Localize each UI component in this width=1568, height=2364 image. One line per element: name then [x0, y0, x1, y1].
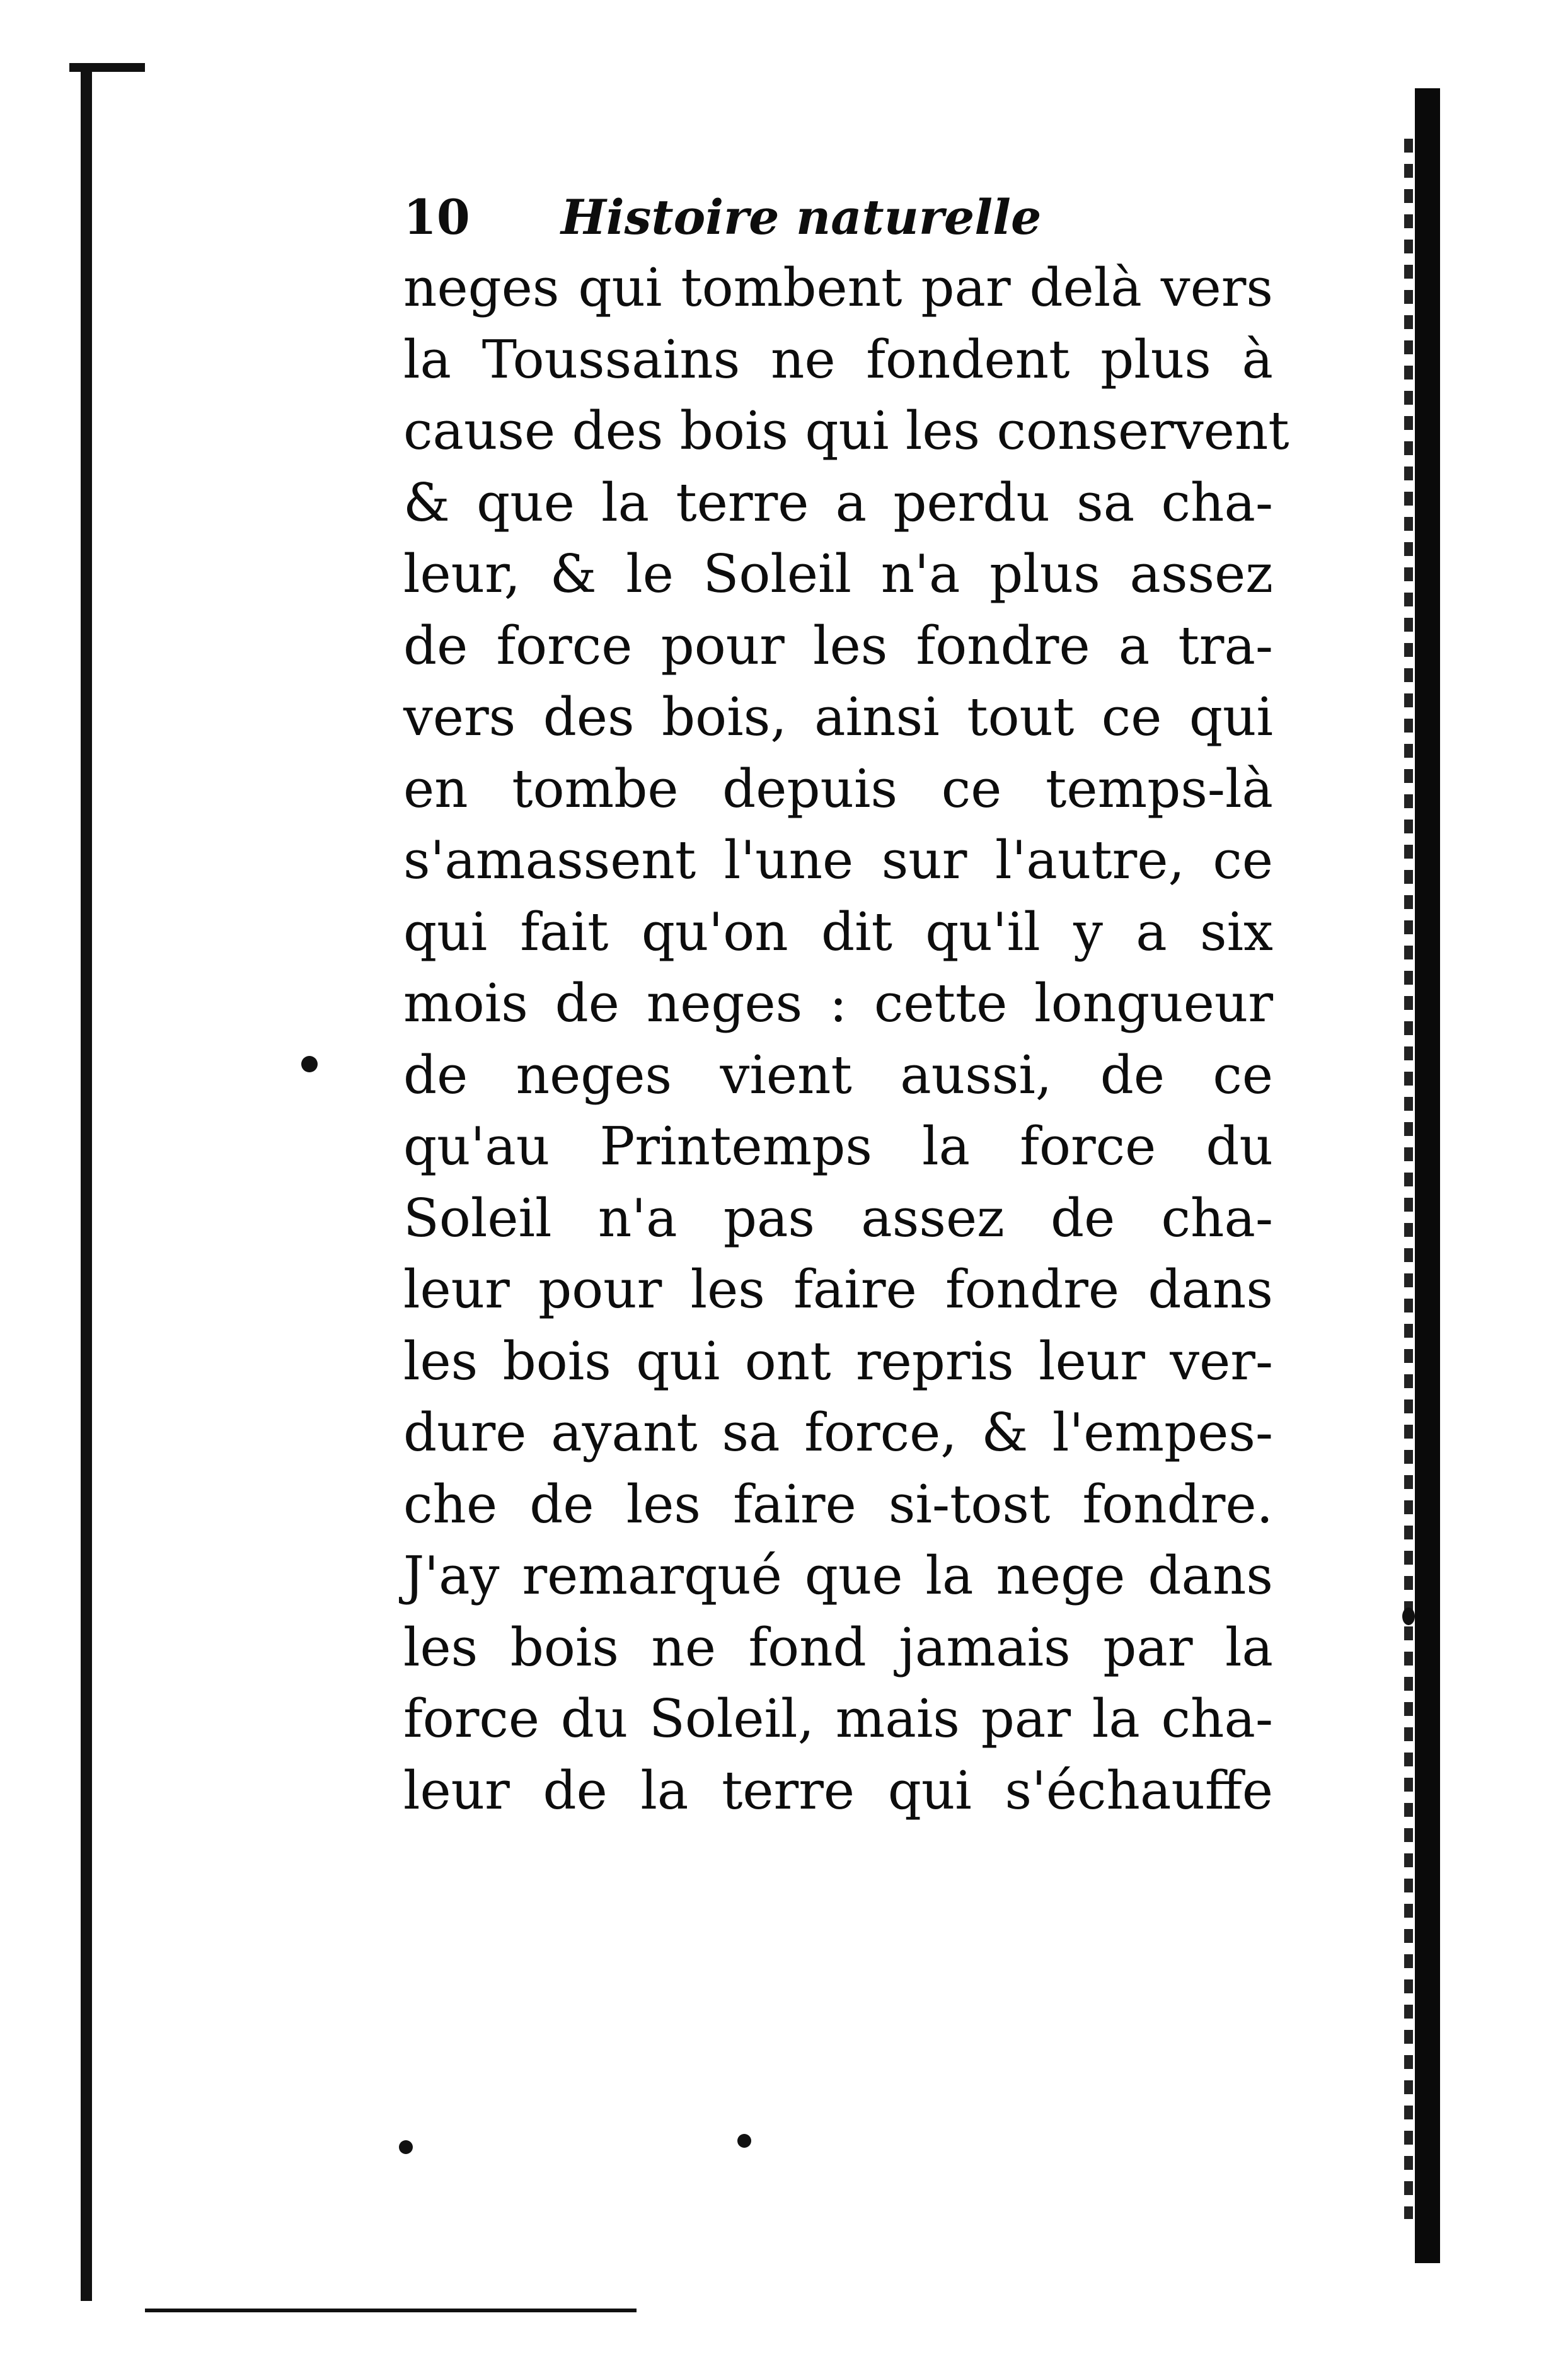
text-line: les bois ne fond jamais par la [403, 1616, 1273, 1678]
text-line: neges qui tombent par delà vers [403, 257, 1273, 318]
text-line: de force pour les fondre a tra- [403, 615, 1273, 676]
text-line: leur pour les faire fondre dans [403, 1259, 1273, 1320]
text-line: mois de neges : cette longueur [403, 973, 1273, 1034]
ink-speck [1402, 1608, 1415, 1625]
bottom-edge-rule [145, 2309, 637, 2312]
text-line: vers des bois, ainsi tout ce qui [403, 687, 1273, 748]
text-line: la Toussains ne fondent plus à [403, 328, 1273, 390]
text-line: cause des bois qui les conservent [403, 400, 1289, 461]
text-line: en tombe depuis ce temps-là [403, 758, 1273, 820]
text-line: force du Soleil, mais par la cha- [403, 1688, 1273, 1749]
binding-edge-left [81, 63, 92, 2301]
binding-edge-right [1415, 88, 1440, 2263]
text-line: qui fait qu'on dit qu'il y a six [403, 901, 1273, 963]
text-line: qu'au Printemps la force du [403, 1116, 1273, 1177]
text-block [403, 183, 1289, 1826]
text-line: che de les faire si-tost fondre. [403, 1473, 1273, 1535]
text-line: Soleil n'a pas assez de cha- [403, 1187, 1273, 1249]
running-title: Histoire naturelle [561, 189, 1042, 245]
text-line: J'ay remarqué que la nege dans [403, 1545, 1273, 1606]
text-line: de neges vient aussi, de ce [403, 1044, 1273, 1106]
text-line: leur, & le Soleil n'a plus assez [403, 543, 1273, 605]
ink-speck [301, 1056, 318, 1072]
running-head [403, 183, 1273, 252]
binding-edge-right-shadow [1404, 139, 1413, 2219]
ink-speck [737, 2134, 751, 2148]
text-line: & que la terre a perdu sa cha- [403, 472, 1273, 533]
text-line: s'amassent l'une sur l'autre, ce [403, 830, 1273, 891]
text-line: dure ayant sa force, & l'empes- [403, 1402, 1273, 1463]
text-line: leur de la terre qui s'échauffe [403, 1759, 1273, 1821]
binding-edge-left-top [69, 63, 145, 72]
ink-speck [399, 2140, 413, 2154]
text-line: les bois qui ont repris leur ver- [403, 1330, 1273, 1392]
page-number: 10 [403, 189, 470, 245]
